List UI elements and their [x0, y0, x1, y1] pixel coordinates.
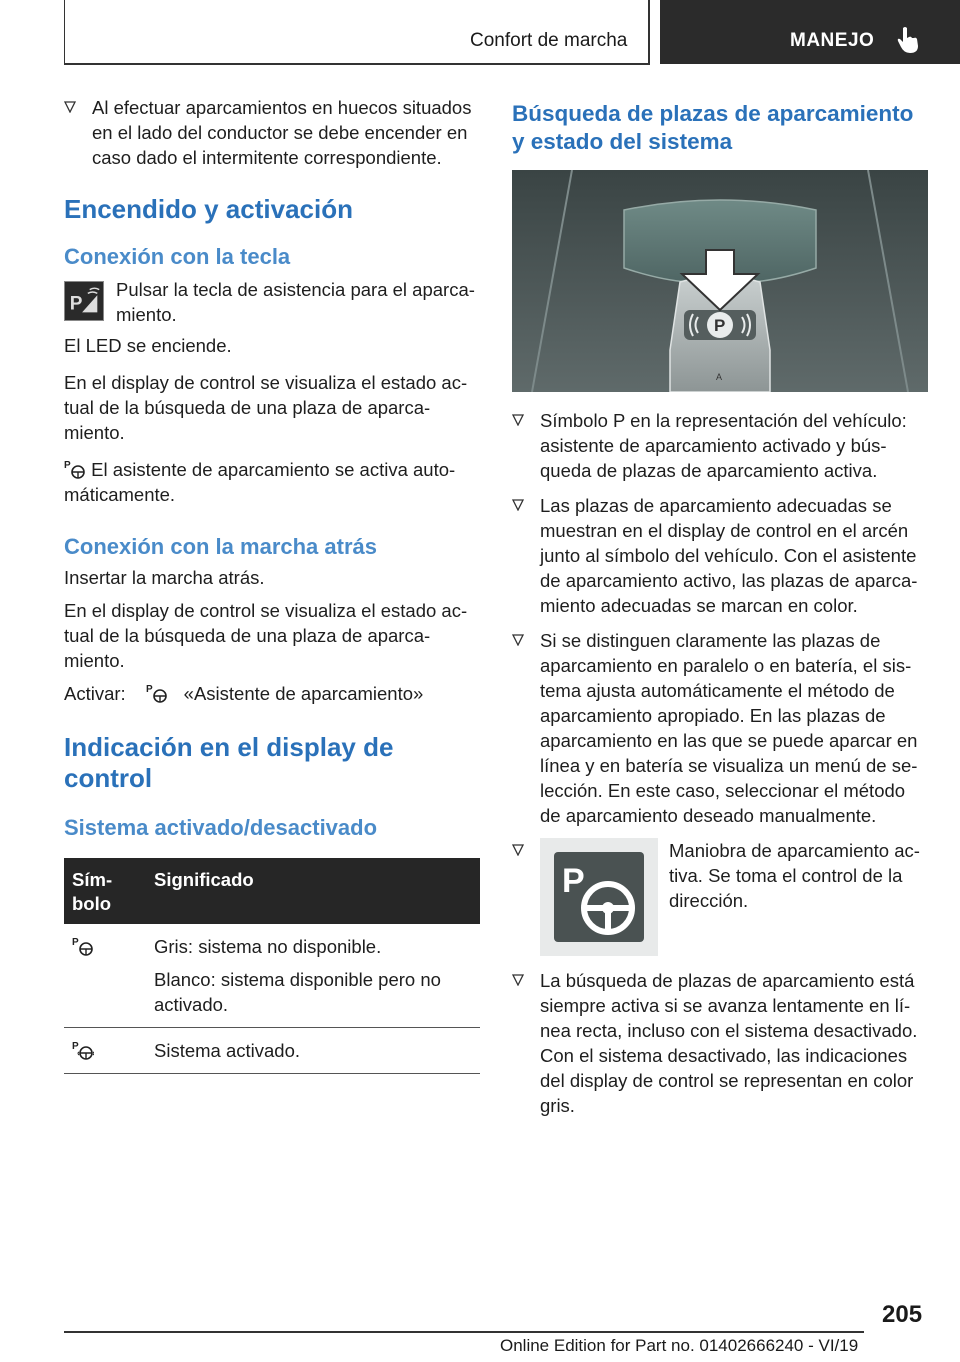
header-chapter-label: MANEJO: [790, 30, 875, 51]
parking-steering-icon: [146, 683, 168, 703]
left-column: [64, 95, 480, 1074]
list-item: [512, 628, 928, 828]
heading-button: Conexión con la tecla: [64, 244, 291, 269]
list-item: [512, 968, 928, 1118]
table-row: [64, 924, 480, 1028]
display-text-2: En el display de control se visualiza el estado actual de la búsqueda de una plaza de aparcamiento.: [64, 600, 468, 671]
header-section-title: Confort de marcha: [470, 30, 628, 51]
triangle-bullet-icon: [512, 844, 524, 856]
svg-text:P: P: [146, 684, 153, 695]
bullet-text: Al efectuar aparcamientos en huecos situados en el lado del conductor se debe encender en caso dado el intermitente correspondiente.: [92, 97, 472, 168]
led-text: El LED se enciende.: [64, 335, 232, 356]
triangle-bullet-icon: [512, 634, 524, 646]
bullet-text: Si se distinguen claramente las plazas de aparcamiento en paralelo o en batería, el sistema ajusta automáticamente el método de aparcamiento apropiado. En las plazas de aparcamiento en las que se puede aparcar en línea y en batería se visualiza un menú de selección. En este caso, seleccionar el método de aparcamiento deseado manualmente.: [540, 630, 918, 826]
table-cell-meaning: Sistema activado.: [146, 1028, 480, 1074]
triangle-bullet-icon: [512, 414, 524, 426]
page-number: 205: [882, 1301, 923, 1328]
heading-search: Búsqueda de plazas de aparcamiento y estado del sistema: [512, 101, 914, 154]
table-cell-symbol: [64, 1028, 146, 1074]
heading-activation: Encendido y activación: [64, 194, 353, 224]
right-column: [512, 100, 928, 1128]
parking-steering-icon: [72, 936, 94, 956]
parking-steering-active-icon: [72, 1040, 94, 1060]
triangle-bullet-icon: [512, 499, 524, 511]
table-header-symbol: Símbolo: [64, 858, 146, 924]
table-row: [64, 1028, 480, 1074]
parking-steering-icon: [64, 459, 86, 479]
list-item: [512, 838, 928, 956]
svg-text:P: P: [562, 862, 585, 900]
triangle-bullet-icon: [512, 974, 524, 986]
bullet-text: Las plazas de aparcamiento adecuadas se muestran en el display de control en el arcén junto al símbolo del vehículo. Con el asistente de aparcamiento activo, las plazas de aparcamiento adecuadas se marcan en color.: [540, 495, 918, 616]
key-instruction: [64, 277, 480, 327]
footer-rule: [64, 1331, 864, 1333]
footer-edition: Online Edition for Part no. 01402666240 - VI/19: [500, 1336, 859, 1355]
header-left-border: [64, 0, 65, 64]
row1-text-b: Blanco: sistema disponible pero no activado.: [154, 969, 441, 1015]
activate-line: [64, 681, 480, 706]
svg-text:P: P: [72, 1041, 79, 1052]
activate-label: Activar:: [64, 683, 126, 704]
key-text: Pulsar la tecla de asistencia para el aparcamiento.: [116, 279, 475, 325]
reverse-text: Insertar la marcha atrás.: [64, 567, 265, 588]
header-underline: [64, 63, 650, 65]
hand-pointer-icon: [896, 26, 920, 54]
svg-text:A: A: [716, 372, 723, 382]
list-item: [64, 95, 480, 170]
parking-steering-control-icon: [540, 838, 658, 956]
list-item: [512, 493, 928, 618]
parking-assist-key-icon: [64, 281, 104, 321]
display-text-1: En el display de control se visualiza el estado actual de la búsqueda de una plaza de aparcamiento.: [64, 372, 468, 443]
auto-activation-text: [64, 457, 480, 507]
table-cell-meaning: [146, 924, 480, 1028]
heading-display: Indicación en el display de control: [64, 732, 394, 793]
activate-value: «Asistente de aparcamiento»: [183, 683, 424, 704]
bullet-text: Símbolo P en la representación del vehículo: asistente de aparcamiento activado y búsqueda de plazas de aparcamiento activa.: [540, 410, 907, 481]
table-cell-symbol: [64, 924, 146, 1028]
table-header-meaning: Significado: [146, 858, 480, 924]
svg-text:P: P: [64, 460, 71, 471]
row1-text-a: Gris: sistema no disponible.: [154, 936, 382, 957]
list-item: [512, 408, 928, 483]
table-header-row: [64, 858, 480, 924]
status-table: [64, 858, 480, 1074]
bullet-text: La búsqueda de plazas de aparcamiento está siempre activa si se avanza lentamente en línea recta, incluso con el sistema desactivado. Con el sistema desactivado, las indicaciones del display de control se representan en color gris.: [540, 970, 918, 1116]
heading-status: Sistema activado/desactivado: [64, 815, 378, 840]
parking-display-image: [512, 170, 928, 392]
heading-reverse: Conexión con la marcha atrás: [64, 534, 377, 559]
triangle-bullet-icon: [64, 101, 76, 113]
steer-text: Maniobra de aparcamiento activa. Se toma el control de la dirección.: [669, 840, 920, 911]
svg-text:P: P: [69, 293, 83, 315]
svg-text:P: P: [72, 937, 79, 948]
svg-text:P: P: [714, 316, 726, 335]
header-separator: [648, 0, 650, 64]
auto-text: El asistente de aparcamiento se activa automáticamente.: [64, 459, 456, 505]
